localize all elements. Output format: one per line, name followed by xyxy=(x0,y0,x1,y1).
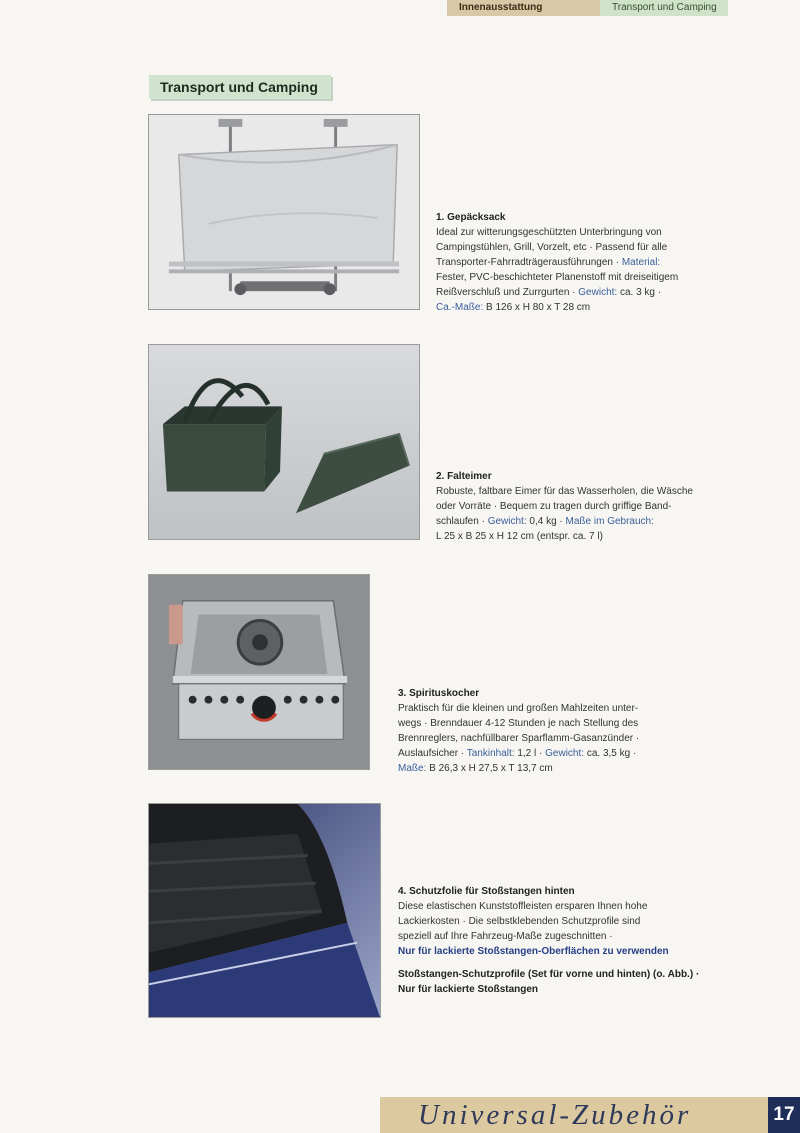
related-product-note: Nur für lackierte Stoßstangen xyxy=(398,984,539,995)
description-line: schlaufen · xyxy=(436,516,485,527)
label-tankinhalt: Tankinhalt: xyxy=(466,748,515,759)
product-falteimer xyxy=(436,469,693,544)
product-heading: 3. Spirituskocher xyxy=(398,688,480,699)
label-material: Material: xyxy=(621,257,661,268)
photo-bumper-protection xyxy=(148,803,381,1018)
photo-luggage-bag xyxy=(148,114,420,310)
photo-spirit-stove xyxy=(148,574,370,770)
tab-transport-und-camping[interactable]: Transport und Camping xyxy=(600,0,728,16)
product-schutzfolie xyxy=(398,884,699,997)
label-gewicht: Gewicht: xyxy=(545,748,585,759)
description-line: Transporter-Fahrradträgerausführungen · xyxy=(436,257,620,268)
spirit-stove-illustration xyxy=(149,575,369,769)
description-line: wegs · Brenndauer 4-12 Stunden je nach Stellung des xyxy=(398,718,639,729)
description-line: Praktisch für die kleinen und großen Mahlzeiten unter- xyxy=(398,703,639,714)
label-masse: Ca.-Maße: xyxy=(436,302,484,313)
bumper-protection-illustration xyxy=(149,804,380,1017)
footer-title: Universal-Zubehör xyxy=(380,1097,768,1133)
value-gewicht: ca. 3,5 kg · xyxy=(586,748,637,759)
section-title: Transport und Camping xyxy=(149,75,331,99)
description-line: Campingstühlen, Grill, Vorzelt, etc · Passend für alle xyxy=(436,242,668,253)
description-line: speziell auf Ihre Fahrzeug-Maße zugeschnitten · xyxy=(398,931,613,942)
description-line: Ideal zur witterungsgeschützten Unterbringung von xyxy=(436,227,662,238)
description-line: oder Vorräte · Bequem zu tragen durch griffige Band- xyxy=(436,501,672,512)
description-line: Robuste, faltbare Eimer für das Wasserholen, die Wäsche xyxy=(436,486,693,497)
photo-folding-bucket xyxy=(148,344,420,540)
description-line: Fester, PVC-beschichteter Planenstoff mit dreiseitigem xyxy=(436,272,679,283)
page-number: 17 xyxy=(768,1097,800,1133)
tab-innenausstattung[interactable]: Innenausstattung xyxy=(447,0,600,16)
description-line: Reißverschluß und Zurrgurten · xyxy=(436,287,576,298)
luggage-bag-illustration xyxy=(149,115,419,309)
label-gewicht: Gewicht: xyxy=(578,287,618,298)
description-line: L 25 x B 25 x H 12 cm (entspr. ca. 7 l) xyxy=(436,531,603,542)
description-line: Auslaufsicher · xyxy=(398,748,465,759)
value-tankinhalt: 1,2 l · xyxy=(517,748,543,759)
product-heading: 2. Falteimer xyxy=(436,471,492,482)
product-heading: 4. Schutzfolie für Stoßstangen hinten xyxy=(398,886,575,897)
product-heading: 1. Gepäcksack xyxy=(436,212,506,223)
value-gewicht: ca. 3 kg · xyxy=(619,287,662,298)
value-masse: B 126 x H 80 x T 28 cm xyxy=(486,302,591,313)
product-gepaecksack xyxy=(436,210,678,315)
label-gewicht: Gewicht: xyxy=(487,516,527,527)
label-masse-im-gebrauch: Maße im Gebrauch: xyxy=(565,516,654,527)
description-line: Lackierkosten · Die selbstklebenden Schutzprofile sind xyxy=(398,916,641,927)
label-masse: Maße: xyxy=(398,763,427,774)
folding-bucket-illustration xyxy=(149,345,419,539)
value-gewicht: 0,4 kg · xyxy=(529,516,563,527)
usage-note: Nur für lackierte Stoßstangen-Oberflächen zu verwenden xyxy=(398,946,669,957)
description-line: Diese elastischen Kunststoffleisten ersparen Ihnen hohe xyxy=(398,901,648,912)
description-line: Brennreglers, nachfüllbarer Sparflamm-Gasanzünder · xyxy=(398,733,640,744)
product-spirituskocher xyxy=(398,686,639,776)
value-masse: B 26,3 x H 27,5 x T 13,7 cm xyxy=(429,763,553,774)
related-product-line: Stoßstangen-Schutzprofile (Set für vorne und hinten) (o. Abb.) · xyxy=(398,969,700,980)
